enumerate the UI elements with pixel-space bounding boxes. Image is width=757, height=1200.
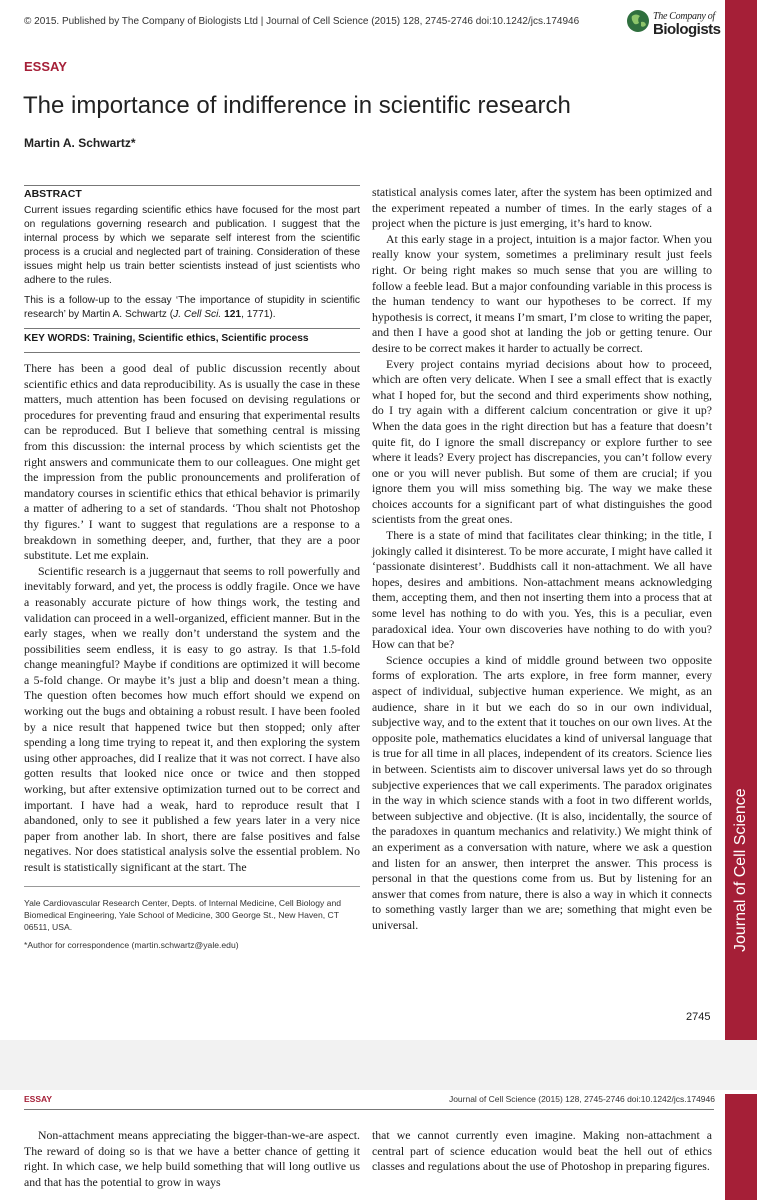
followup-prefix: This is a follow-up to the essay ‘The importance of stupidity in scientific research’ by Martin A. Schwartz ( xyxy=(24,295,360,320)
followup-journal: J. Cell Sci. xyxy=(173,309,222,320)
journal-sidebar xyxy=(725,0,757,1040)
page-number: 2745 xyxy=(686,1011,711,1023)
section-label: ESSAY xyxy=(24,59,67,74)
right-column xyxy=(372,185,712,934)
page2-journal-sidebar xyxy=(725,1094,757,1200)
footnote-rule xyxy=(24,886,360,887)
body-paragraph: that we cannot currently even imagine. Making non-attachment a central part of science education would beat the hell out of ethics classes and regulations about the use of Photoshop in preparing figures. xyxy=(372,1128,712,1174)
globe-logo-icon xyxy=(626,9,650,33)
company-of-biologists-logo xyxy=(626,7,721,41)
left-column xyxy=(24,185,360,951)
abstract-followup xyxy=(24,294,360,322)
page-2 xyxy=(0,1090,757,1200)
body-paragraph: At this early stage in a project, intuition is a major factor. When you really know your system, sometimes a preliminary result just feels right. Or being right makes so much sense that you are willing to follow a feeble lead. But a major confounding variable in this process is the human tendency to want our hypotheses to be correct. If my hypothesis is correct, it means I’m smart, I’m close to writing the paper, and then I have a good shot at landing the job or getting tenure. Our desire to be correct makes it harder to actually be correct. xyxy=(372,231,712,355)
body-paragraph: Science occupies a kind of middle ground between two opposite forms of exploration. The arts explore, in free form manner, every aspect of individual, subjective human experience. We might, as an audience, share in it but we each do so in our own individual, subjective way, and to the extent that it touches on our own lives. At the opposite pole, mathematics elucidates a kind of universal language that is true for all time in all places, independent of its creators. Science lies in between. Scientists aim to discover universal laws yet do so through subjective experiences that we call experiments. The paradox originates in the way in which science stands with a foot in two different worlds, between subjective and objective. (It is also, incidentally, the source of the paradoxes in quantum mechanics and relativity.) We might think of an experiment as a conversation with nature, where we ask a question and listen for an answer, then interpret the answer. This process is personal in that the questions come from us. But by listening for an answer that comes from nature, there is also a way in which it connects to something vastly larger than we are; something that might even be universal. xyxy=(372,652,712,932)
logo-text-line2: Biologists xyxy=(653,21,721,38)
body-paragraph: statistical analysis comes later, after the system has been optimized and the experiment repeated a number of times. In the early stages of a project when the picture is just emerging, it’s hard to know. xyxy=(372,185,712,231)
page2-section-label: ESSAY xyxy=(24,1094,53,1104)
abstract-heading: ABSTRACT xyxy=(24,188,82,200)
keywords-rule xyxy=(24,328,360,329)
article-title: The importance of indifference in scientific research xyxy=(23,92,571,119)
followup-suffix: , 1771). xyxy=(241,309,276,320)
keywords-bottom-rule xyxy=(24,352,360,353)
followup-volume: 121 xyxy=(224,309,242,320)
page2-citation-header: Journal of Cell Science (2015) 128, 2745-2746 doi:10.1242/jcs.174946 xyxy=(448,1094,715,1104)
body-paragraph: Every project contains myriad decisions about how to proceed, which are often very delicate. When I see a small effect that is exactly what I hoped for, but the second and third experiments show nothing, do I try again with a different calcium concentration or give it up? When the data goes in the right direction but has a feature that doesn’t quite fit, do I ignore the small discrepancy or explore further to see where it leads? Every project has discrepancies, you can’t follow every one or you will never publish. But some of them are crucial; if you ignore them you will miss something big. The way we make these choices accounts for a significant part of what distinguishes the good scientists from the great ones. xyxy=(372,356,712,527)
keywords: KEY WORDS: Training, Scientific ethics, Scientific process xyxy=(24,333,309,344)
page2-header-rule xyxy=(24,1109,714,1110)
page2-left-column xyxy=(24,1128,360,1190)
correspondence-note xyxy=(24,939,360,951)
abstract-text: Current issues regarding scientific ethics have focused for the most part on regulations governing research and publication. I suggest that the internal process by which we separate self interest from the scientific process is a crucial and neglected part of training. Consideration of these issues might help us train better scientists instead of just scientists who adhere to the rules. xyxy=(24,205,360,286)
sidebar-journal-name: Journal of Cell Science xyxy=(732,788,749,952)
body-paragraph: Scientific research is a juggernaut that seems to roll powerfully and inevitably forward, and yet, the process is oddly fragile. Once we have a reasonably accurate picture of how things work, the testing and validation can proceed in a well-organized, efficient manner. But in the early stages, when we really don’t understand the system and the possibilities seem endless, it is easy to go astray. Is that 1.5-fold change meaningful? Maybe if conditions are optimized it will become a 5-fold change. Or maybe it’s just a blip and doesn’t mean a thing. The question often becomes how much effort should we expend on working out the bugs and obtaining a robust result. I have been fooled by a nice result that happened twice but then stopped; only after spending a long time trying to repeat it, and then exploring the system using other approaches, did I realize that it was not correct. I have also gotten results that looked nice once or twice and then stopped working, but after extensive optimization turned out to be correct and important. I have had a weak, hard to reproduce result that I abandoned, only to see it published a few years later in a very nice paper from another lab. In short, there are false positives and false negatives. Nor does statistical analysis solve the essential problem. No result is statistically significant at the start. The xyxy=(24,563,360,874)
page-gap xyxy=(0,1040,757,1090)
correspondence-text: *Author for correspondence (martin.schwartz@yale.edu) xyxy=(24,939,239,950)
body-paragraph: There is a state of mind that facilitates clear thinking; in the title, I jokingly called it disinterest. To be more accurate, I might have called it ‘passionate disinterest’. Buddhists call it non-attachment. We all have hopes, desires and ambitions. Non-attachment means acknowledging them, accepting them, and then not inserting them into a process that at some level has nothing to do with you. Yes, this is a peculiar, even paradoxical idea. Your own discoveries have nothing to do with you? How can that be? xyxy=(372,528,712,652)
article-author: Martin A. Schwartz* xyxy=(24,136,136,150)
body-paragraph: There has been a good deal of public discussion recently about scientific ethics and data reproducibility. As is usually the case in these matters, much attention has been focused on devising regulations or procedures for preventing fraud and ensuring that experimental results can be reproduced. But I believe that something central is missing from this discussion: the internal process by which scientists get the right answers and communicate them to our colleagues. One might get the impression from the public pronouncements and proliferation of mandatory courses in scientific ethics that ethical behavior is primarily a matter of adhering to a set of standards. ‘Thou shalt not Photoshop thy figures.’ I want to suggest that regulations are a response to a breakdown in something deeper, and, further, that they are a poor substitute. Let me explain. xyxy=(24,361,360,563)
abstract-top-rule xyxy=(24,185,360,186)
page2-right-column xyxy=(372,1128,712,1175)
body-paragraph: Non-attachment means appreciating the bigger-than-we-are aspect. The reward of doing so is that we have a better chance of getting it right. In which case, we help build something that will long outlive us and that has the potential to grow in ways xyxy=(24,1128,360,1189)
journal-citation-header: © 2015. Published by The Company of Biologists Ltd | Journal of Cell Science (2015) 128, 2745-2746 doi:10.1242/jcs.174946 xyxy=(24,16,580,27)
author-affiliation: Yale Cardiovascular Research Center, Depts. of Internal Medicine, Cell Biology and Biomedical Engineering, Yale School of Medicine, 300 George St., New Haven, CT 06511, USA. xyxy=(24,897,342,932)
logo-text-line1: The Company of xyxy=(653,11,715,22)
